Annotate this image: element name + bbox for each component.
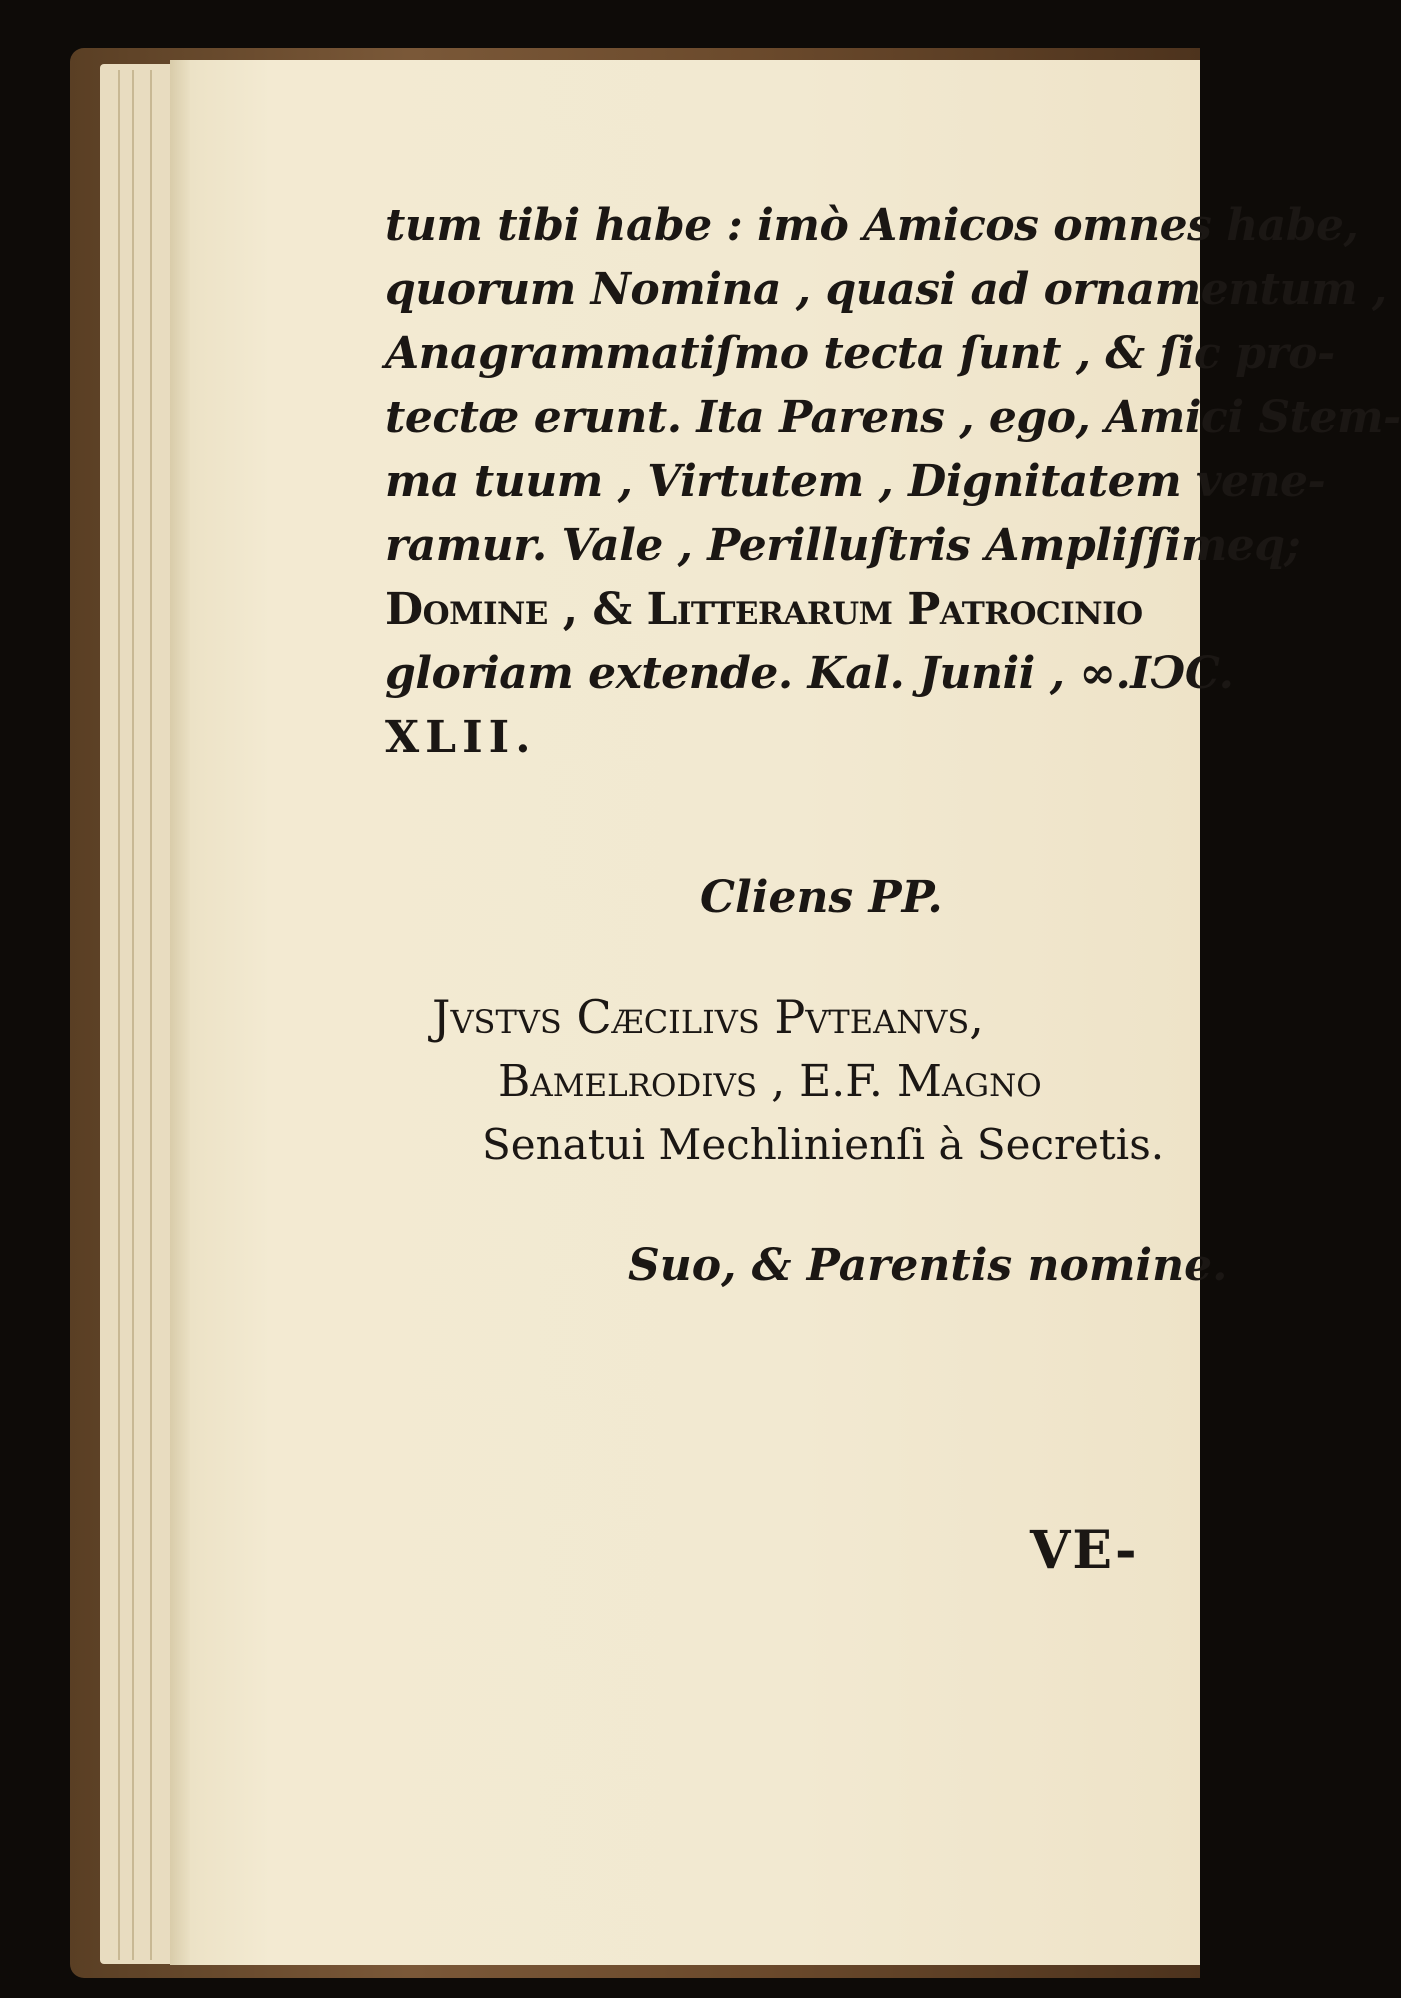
body-line-5: ma tuum , Virtutem , Dignitatem vene- [385, 456, 1326, 507]
signature-line-1: Jvstvs Cæcilivs Pvteanvs, [432, 990, 984, 1044]
body-line-3: Anagrammatiſmo tecta ſunt , & ſic pro- [385, 328, 1335, 379]
page-edge-line [132, 70, 134, 1960]
cliens-line: Cliens PP. [700, 872, 943, 923]
closing-line: Suo, & Parentis nomine. [628, 1240, 1228, 1291]
page-edge-line [118, 70, 120, 1960]
page-edge-line [150, 70, 152, 1960]
signature-line-2: Bamelrodivs , E.F. Magno [498, 1056, 1042, 1107]
body-line-1: tum tibi habe : imò Amicos omnes habe, [385, 200, 1359, 251]
body-line-9: XLII. [385, 712, 537, 763]
body-line-6: ramur. Vale , Perilluſtris Ampliſſimeq; [385, 520, 1301, 571]
body-line-7: Domine , & Litterarum Patrocinio [385, 584, 1143, 635]
body-line-8: gloriam extende. Kal. Junii , ∞.IϽC. [385, 648, 1234, 699]
gutter-shadow [170, 60, 192, 1965]
body-line-4: tectæ erunt. Ita Parens , ego, Amici Stem- [385, 392, 1401, 443]
body-line-2: quorum Nomina , quasi ad ornamentum , [385, 264, 1387, 315]
signature-line-3: Senatui Mechlinienſi à Secretis. [482, 1120, 1165, 1169]
catchword: VE- [1030, 1520, 1139, 1581]
